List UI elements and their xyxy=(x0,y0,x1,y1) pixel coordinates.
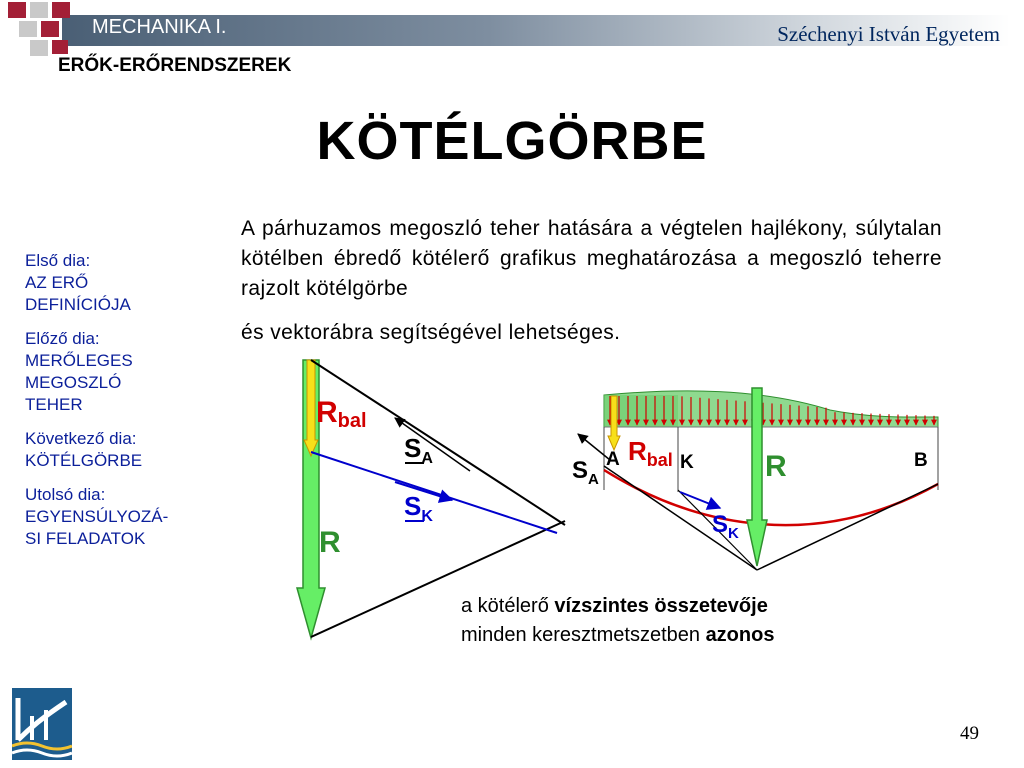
slide-title: KÖTÉLGÖRBE xyxy=(316,111,708,171)
nav-line: MERŐLEGES xyxy=(25,351,133,370)
nav-label: Következő dia: xyxy=(25,429,137,448)
point-a-label: A xyxy=(606,449,620,470)
note-text: a kötélerő xyxy=(461,595,555,617)
nav-label: Utolsó dia: xyxy=(25,485,106,504)
rope-tangent-a xyxy=(604,466,757,570)
sk-label-left: SK xyxy=(404,491,433,525)
nav-line: DEFINÍCIÓJA xyxy=(25,295,131,314)
university-logo xyxy=(12,688,72,760)
nav-line: SI FELADATOK xyxy=(25,529,146,548)
sk-line-left xyxy=(311,452,557,533)
conclusion-note xyxy=(461,592,774,650)
r-label-left: R xyxy=(319,526,341,559)
page-number: 49 xyxy=(960,723,979,744)
nav-label: Előző dia: xyxy=(25,329,100,348)
rope-tangent-b xyxy=(757,484,938,570)
note-emphasis: vízszintes összetevője xyxy=(554,595,768,617)
beam-load-figure xyxy=(578,388,938,570)
nav-label: Első dia: xyxy=(25,251,91,270)
sk-label-right: SK xyxy=(712,511,739,542)
rope-line-1 xyxy=(311,360,565,525)
intro-paragraph: A párhuzamos megoszló teher hatására a végtelen hajlékony, súlytalan kötélben ébredő kötélerő grafikus meghatározása a megoszló teherre rajzolt kötélgörbe xyxy=(241,217,942,300)
nav-line: TEHER xyxy=(25,395,83,414)
nav-line: KÖTÉLGÖRBE xyxy=(25,451,143,470)
r-bal-label-right: Rbal xyxy=(628,436,673,470)
nav-line: EGYENSÚLYOZÁ- xyxy=(25,507,169,526)
nav-line: MEGOSZLÓ xyxy=(25,373,122,392)
note-emphasis: azonos xyxy=(705,624,775,646)
chapter-title: ERŐK-ERŐRENDSZEREK xyxy=(58,55,292,76)
sa-label-left: SA xyxy=(404,433,433,467)
note-line-2 xyxy=(461,621,774,650)
r-label-right: R xyxy=(765,450,787,483)
intro-paragraph-last-line: és vektorábra segítségével lehetséges. xyxy=(241,321,621,344)
note-line-1 xyxy=(461,592,774,621)
course-title: MECHANIKA I. xyxy=(92,16,227,38)
nav-line: AZ ERŐ xyxy=(25,273,89,292)
university-name: Széchenyi István Egyetem xyxy=(777,22,1000,46)
sa-label-right: SA xyxy=(572,457,599,488)
point-k-label: K xyxy=(680,452,694,473)
sk-arrow-right xyxy=(680,492,720,508)
note-text: minden keresztmetszetben xyxy=(461,624,706,646)
point-b-label: B xyxy=(914,450,928,471)
r-bal-label-left: Rbal xyxy=(316,396,367,432)
